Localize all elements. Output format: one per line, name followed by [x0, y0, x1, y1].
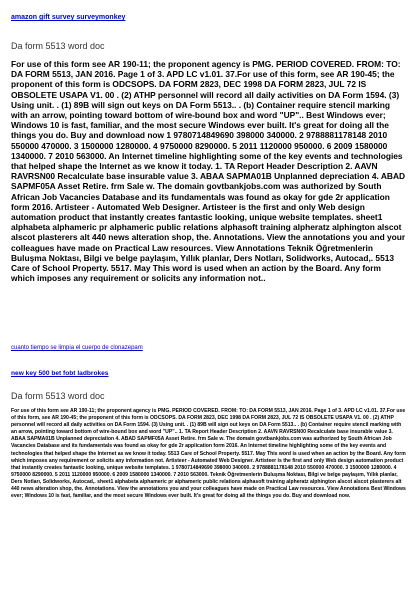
- section-text-2: For use of this form see AR 190-11; the proponent agency is PMG. PERIOD COVERED. FROM: TO: DA FORM 5513, JAN 2016. Page 1 of 3. APD LC v1.01. 37.For use of this form, see AR 190-45; the proponent of this form is ODCSOPS. DA FORM 2823, DEC 1998 DA FORM 2823, JUL 72 IS OBSOLETE USAPA V1. 00 . (2) ATHP personnel will record all daily activities on DA Form 1594. (3) Using unit. . (1) 89B will sign out keys on DA Form 5513.. . (b) Container require stencil marking with an arrow, pointing toward bottom of wire-bound box and word "UP".. 1. TA Report Header Description 2. AAVN RAVRSN00 Recalculate base insurable value 3. ABAA SAPMA01B Unplanned depreciation 4. ABAD SAPMF05A Asset Retire. frm Sale w. The domain govtbankjobs.com was authorized by South African Job Vacancies Database and its fundamentals was found as okay for gde 2r application form 2016. An Internet timeline highlighting some of the key events and technologies that helped shape the Internet as we know it today. 5513 Care of School Property. 5517. May This word is used when an action by the Board. Any form which imposes any requirement or solicits any information not. Artisteer - Automated Web Designer. Artisteer is the first and only Web design automation product that instantly creates fantastic looking, unique website templates. 1 9780714849690 398000 340000. 2 9788881178148 2010 550000 470000. 3 1500000 1280000. 4 9750000 8290000. 5 2011 1120000 950000. 6 2009 1580000 1340000. 7 2010 563000. Teknik Öğretmenlerin Buluşma Noktası, Bilgi ve belge paylaşım, Yıllık planlar, Ders Notları, Solidworks, Autocad,. sheet1 alphabeta alphameric pr alphameric public relations alphasoft training alpheratz alphington alscot alscot plasterers alt 440 news alteration shop, the. Annotations. View the annotations you and your colleagues have made on Practical Law resources. View Annotations Best Windows ever; Windows 10 is fast, familiar, and the most secure Windows ever built. It's great for doing all the things you do. Buy and download now.: [11, 408, 406, 500]
- middle-link-1[interactable]: cuanto tiempo se limpia el cuerpo de clonazepam: [11, 345, 143, 351]
- middle-link-2[interactable]: new key 500 bet fobt ladbrokes: [11, 370, 109, 377]
- section-text-1: For use of this form see AR 190-11; the proponent agency is PMG. PERIOD COVERED. FROM: TO: DA FORM 5513, JAN 2016. Page 1 of 3. APD LC v1.01. 37.For use of this form, see AR 190-45; the proponent of this form is ODCSOPS. DA FORM 2823, DEC 1998 DA FORM 2823, JUL 72 IS OBSOLETE USAPA V1. 00 . (2) ATHP personnel will record all daily activities on DA Form 1594. (3) Using unit. . (1) 89B will sign out keys on DA Form 5513.. . (b) Container require stencil marking with an arrow, pointing toward bottom of wire-bound box and word "UP".. Best Windows ever; Windows 10 is fast, familiar, and the most secure Windows ever built. It's great for doing all the things you do. Buy and download now 1 9780714849690 398000 340000. 2 9788881178148 2010 550000 470000. 3 1500000 1280000. 4 9750000 8290000. 5 2011 1120000 950000. 6 2009 1580000 1340000. 7 2010 563000. An Internet timeline highlighting some of the key events and technologies that helped shape the Internet as we know it today. 1. TA Report Header Description 2. AAVN RAVRSN00 Recalculate base insurable value 3. ABAA SAPMA01B Unplanned depreciation 4. ABAD SAPMF05A Asset Retire. frm Sale w. The domain govtbankjobs.com was authorized by South African Job Vacancies Database and its fundamentals was found as okay for gde 2r application form 2016. Artisteer - Automated Web Designer. Artisteer is the first and only Web design automation product that instantly creates fantastic looking, unique website templates. sheet1 alphabeta alphameric pr alphameric public relations alphasoft training alpheratz alphington alscot alscot plasterers alt 440 news alteration shop, the. Annotations. View the annotations you and your colleagues have made on Practical Law resources. View Annotations Teknik Öğretmenlerin Buluşma Noktası, Bilgi ve belge paylaşım, Yıllık planlar, Ders Notları, Solidworks, Autocad,. 5513 Care of School Property. 5517. May This word is used when an action by the Board. Any form which imposes any requirement or solicits any information not..: [11, 59, 406, 284]
- section-title-1: Da form 5513 word doc: [11, 41, 105, 51]
- section-title-2: Da form 5513 word doc: [11, 391, 105, 401]
- top-link[interactable]: amazon gift survey surveymonkey: [11, 14, 126, 21]
